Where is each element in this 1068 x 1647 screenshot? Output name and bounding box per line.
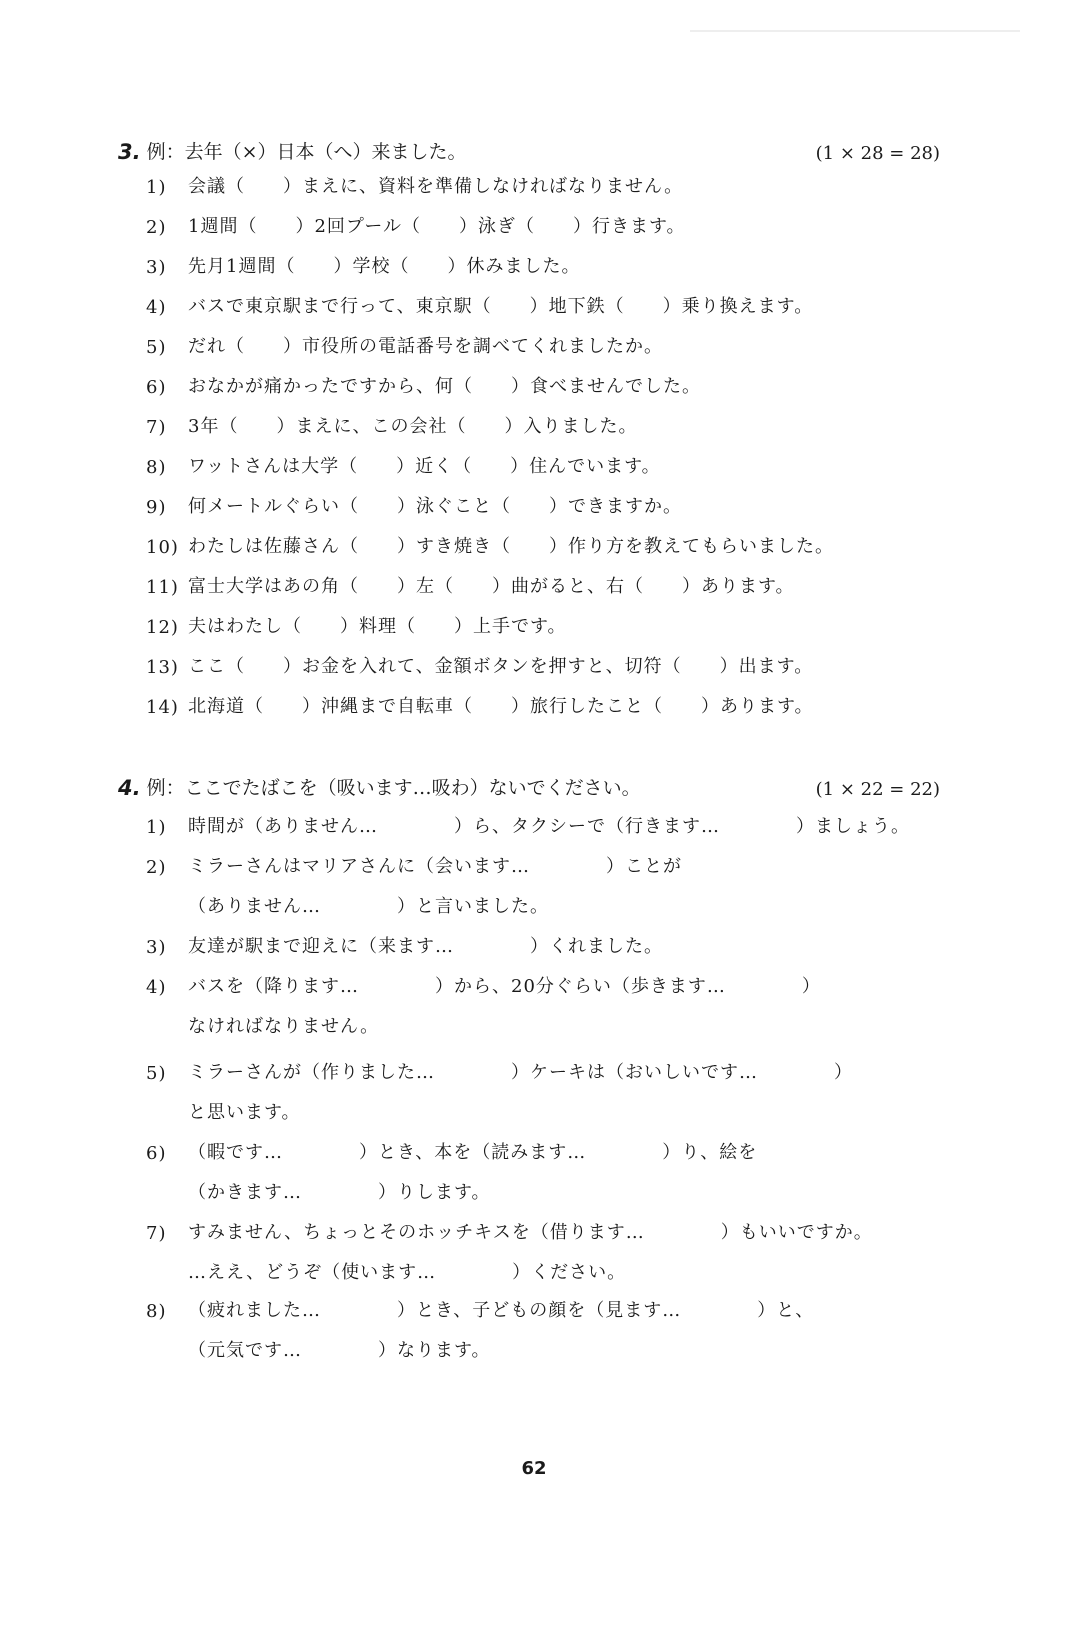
question-item: 4) バスを（降ります… ）から、20分ぐらい（歩きます… ） bbox=[146, 976, 821, 998]
section-3-number: 3. bbox=[118, 140, 141, 164]
scan-artifact bbox=[690, 30, 1020, 32]
section-4-score: (1 × 22 = 22) bbox=[815, 779, 940, 800]
question-item: 5) ミラーさんが（作りました… ）ケーキは（おいしいです… ） bbox=[146, 1062, 853, 1084]
question-item-continuation: と思います。 bbox=[188, 1102, 301, 1123]
question-item: 13) ここ（ ）お金を入れて、金額ボタンを押すと、切符（ ）出ます。 bbox=[146, 656, 814, 678]
question-item: 2) 1週間（ ）2回プール（ ）泳ぎ（ ）行きます。 bbox=[146, 216, 686, 238]
question-item-continuation: （ありません… ）と言いました。 bbox=[188, 896, 549, 917]
page-number: 62 bbox=[521, 1458, 547, 1479]
question-item: 4) バスで東京駅まで行って、東京駅（ ）地下鉄（ ）乗り換えます。 bbox=[146, 296, 814, 318]
question-item-continuation: （かきます… ）りします。 bbox=[188, 1182, 491, 1203]
question-item: 14) 北海道（ ）沖縄まで自転車（ ）旅行したこと（ ）あります。 bbox=[146, 696, 814, 718]
question-item: 3) 先月1週間（ ）学校（ ）休みました。 bbox=[146, 256, 581, 278]
question-item: 6) （暇です… ）とき、本を（読みます… ）り、絵を bbox=[146, 1142, 758, 1164]
question-item: 10) わたしは佐藤さん（ ）すき焼き（ ）作り方を教えてもらいました。 bbox=[146, 536, 834, 558]
question-item: 3) 友達が駅まで迎えに（来ます… ）くれました。 bbox=[146, 936, 663, 958]
question-item: 2) ミラーさんはマリアさんに（会います… ）ことが bbox=[146, 856, 682, 878]
question-item: 6) おなかが痛かったですから、何（ ）食べませんでした。 bbox=[146, 376, 701, 398]
question-item: 11) 富士大学はあの角（ ）左（ ）曲がると、右（ ）あります。 bbox=[146, 576, 795, 598]
question-item: 1) 時間が（ありません… ）ら、タクシーで（行きます… ）ましょう。 bbox=[146, 816, 910, 838]
question-item-continuation: …ええ、どうぞ（使います… ）ください。 bbox=[188, 1262, 627, 1283]
question-item: 9) 何メートルぐらい（ ）泳ぐこと（ ）できますか。 bbox=[146, 496, 682, 518]
question-item: 8) ワットさんは大学（ ）近く（ ）住んでいます。 bbox=[146, 456, 661, 478]
question-item: 8) （疲れました… ）とき、子どもの顔を（見ます… ）と、 bbox=[146, 1300, 815, 1322]
question-item: 12) 夫はわたし（ ）料理（ ）上手です。 bbox=[146, 616, 567, 638]
section-4-example: 例：ここでたばこを（吸います…吸わ）ないでください。 bbox=[146, 777, 641, 799]
question-item: 1) 会議（ ）まえに、資料を準備しなければなりません。 bbox=[146, 176, 684, 198]
question-item-continuation: なければなりません。 bbox=[188, 1016, 380, 1037]
question-item: 7) 3年（ ）まえに、この会社（ ）入りました。 bbox=[146, 416, 638, 438]
section-3-example: 例：去年（×）日本（へ）来ました。 bbox=[146, 141, 467, 163]
question-item: 5) だれ（ ）市役所の電話番号を調べてくれましたか。 bbox=[146, 336, 663, 358]
section-4-number: 4. bbox=[118, 776, 141, 800]
section-3-score: (1 × 28 = 28) bbox=[815, 143, 940, 164]
question-item-continuation: （元気です… ）なります。 bbox=[188, 1340, 491, 1361]
question-item: 7) すみません、ちょっとそのホッチキスを（借ります… ）もいいですか。 bbox=[146, 1222, 873, 1244]
section-4-header bbox=[118, 760, 641, 800]
